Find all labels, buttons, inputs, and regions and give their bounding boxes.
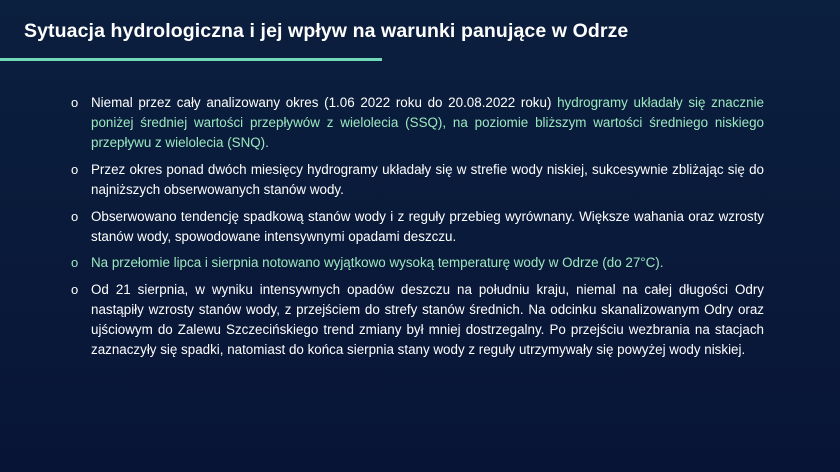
bullet-text: Od 21 sierpnia, w wyniku intensywnych opadów deszczu na południu kraju, niemal na całej długości Odry nastąpiły wzrosty stanów wody, z przejściem do strefy stanów średnich. Na odcinku skanalizowanym Odry oraz ujściowym do Zalewu Szczecińskiego trend zmiany był mniej dostrzegalny. Po przejściu wezbrania na stacjach zaznaczyły się spadki, natomiast do końca sierpnia stany wody z reguły utrzymywały się powyżej wody niskiej.: [91, 282, 764, 358]
bullet-item-3: [68, 207, 764, 247]
title-underline: [0, 58, 382, 61]
bullet-highlight-text: Na przełomie lipca i sierpnia notowano wyjątkowo wysoką temperaturę wody w Odrze (do 27°C).: [91, 255, 664, 271]
bullet-item-2: [68, 160, 764, 200]
bullet-marker-icon: o: [71, 95, 79, 110]
bullet-highlight-text: hydrogramy układały się znacznie poniżej średniej wartości przepływów z wielolecia (SSQ), na poziomie bliższym wartości średniego niskiego przepływu z wielolecia (SNQ).: [91, 95, 764, 150]
bullet-item-5: [68, 280, 764, 360]
slide-title: Sytuacja hydrologiczna i jej wpływ na warunki panujące w Odrze: [24, 20, 629, 42]
bullet-item-1: [68, 93, 764, 153]
bullet-item-4: [68, 253, 764, 273]
bullet-text: Przez okres ponad dwóch miesięcy hydrogramy układały się w strefie wody niskiej, sukcesywnie zbliżając się do najniższych obserwowanych stanów wody.: [91, 161, 764, 197]
bullet-list: [68, 93, 764, 367]
bullet-marker-icon: o: [71, 161, 79, 177]
bullet-marker-icon: o: [71, 208, 79, 224]
bullet-text: Obserwowano tendencję spadkową stanów wody i z reguły przebieg wyrównany. Większe wahania oraz wzrosty stanów wody, spowodowane intensywnymi opadami deszczu.: [91, 208, 764, 244]
bullet-marker-icon: o: [71, 255, 79, 271]
bullet-text: Niemal przez cały analizowany okres (1.06 2022 roku do 20.08.2022 roku): [91, 95, 558, 110]
bullet-marker-icon: o: [71, 282, 79, 298]
